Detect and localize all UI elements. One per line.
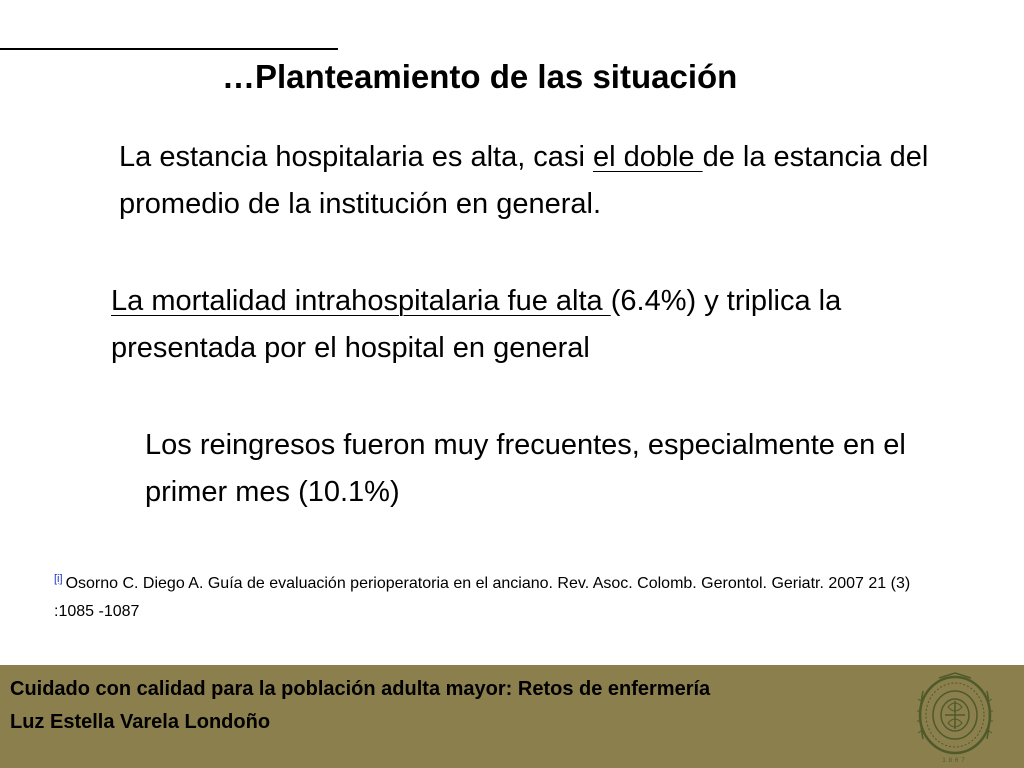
emphasis-mortality: La mortalidad intrahospitalaria fue alta (111, 285, 611, 317)
paragraph-hospital-stay-text-end: de la estancia del promedio de la institución en general. (119, 141, 929, 220)
university-seal-logo (917, 671, 993, 765)
paragraph-readmissions-text: Los reingresos fueron muy frecuentes, especialmente en el primer mes (10.1%) (145, 429, 906, 508)
paragraph-hospital-stay-text: La estancia hospitalaria es alta, casi (119, 141, 593, 173)
paragraph-mortality-text: (6.4%) y triplica la presentada por el hospital en general (111, 285, 842, 364)
seal-year: 1867 (942, 758, 968, 764)
footer-author: Luz Estella Varela Londoño (10, 711, 271, 733)
reference-marker-link[interactable]: [i] (54, 573, 63, 585)
paragraph-hospital-stay (119, 134, 959, 228)
paragraph-readmissions (145, 422, 985, 516)
paragraph-mortality (111, 278, 951, 372)
footer-course-title: Cuidado con calidad para la población adulta mayor: Retos de enfermería (10, 678, 711, 700)
slide-title: …Planteamiento de las situación (222, 58, 738, 95)
top-divider (0, 48, 338, 50)
emphasis-double: el doble (592, 141, 703, 173)
reference-text: Osorno C. Diego A. Guía de evaluación perioperatoria en el anciano. Rev. Asoc. Colomb. Gerontol. Geriatr. 2007 21 (3) :1085 -1087 (54, 575, 911, 620)
footer-bar (0, 665, 1024, 768)
reference-note (54, 565, 954, 626)
